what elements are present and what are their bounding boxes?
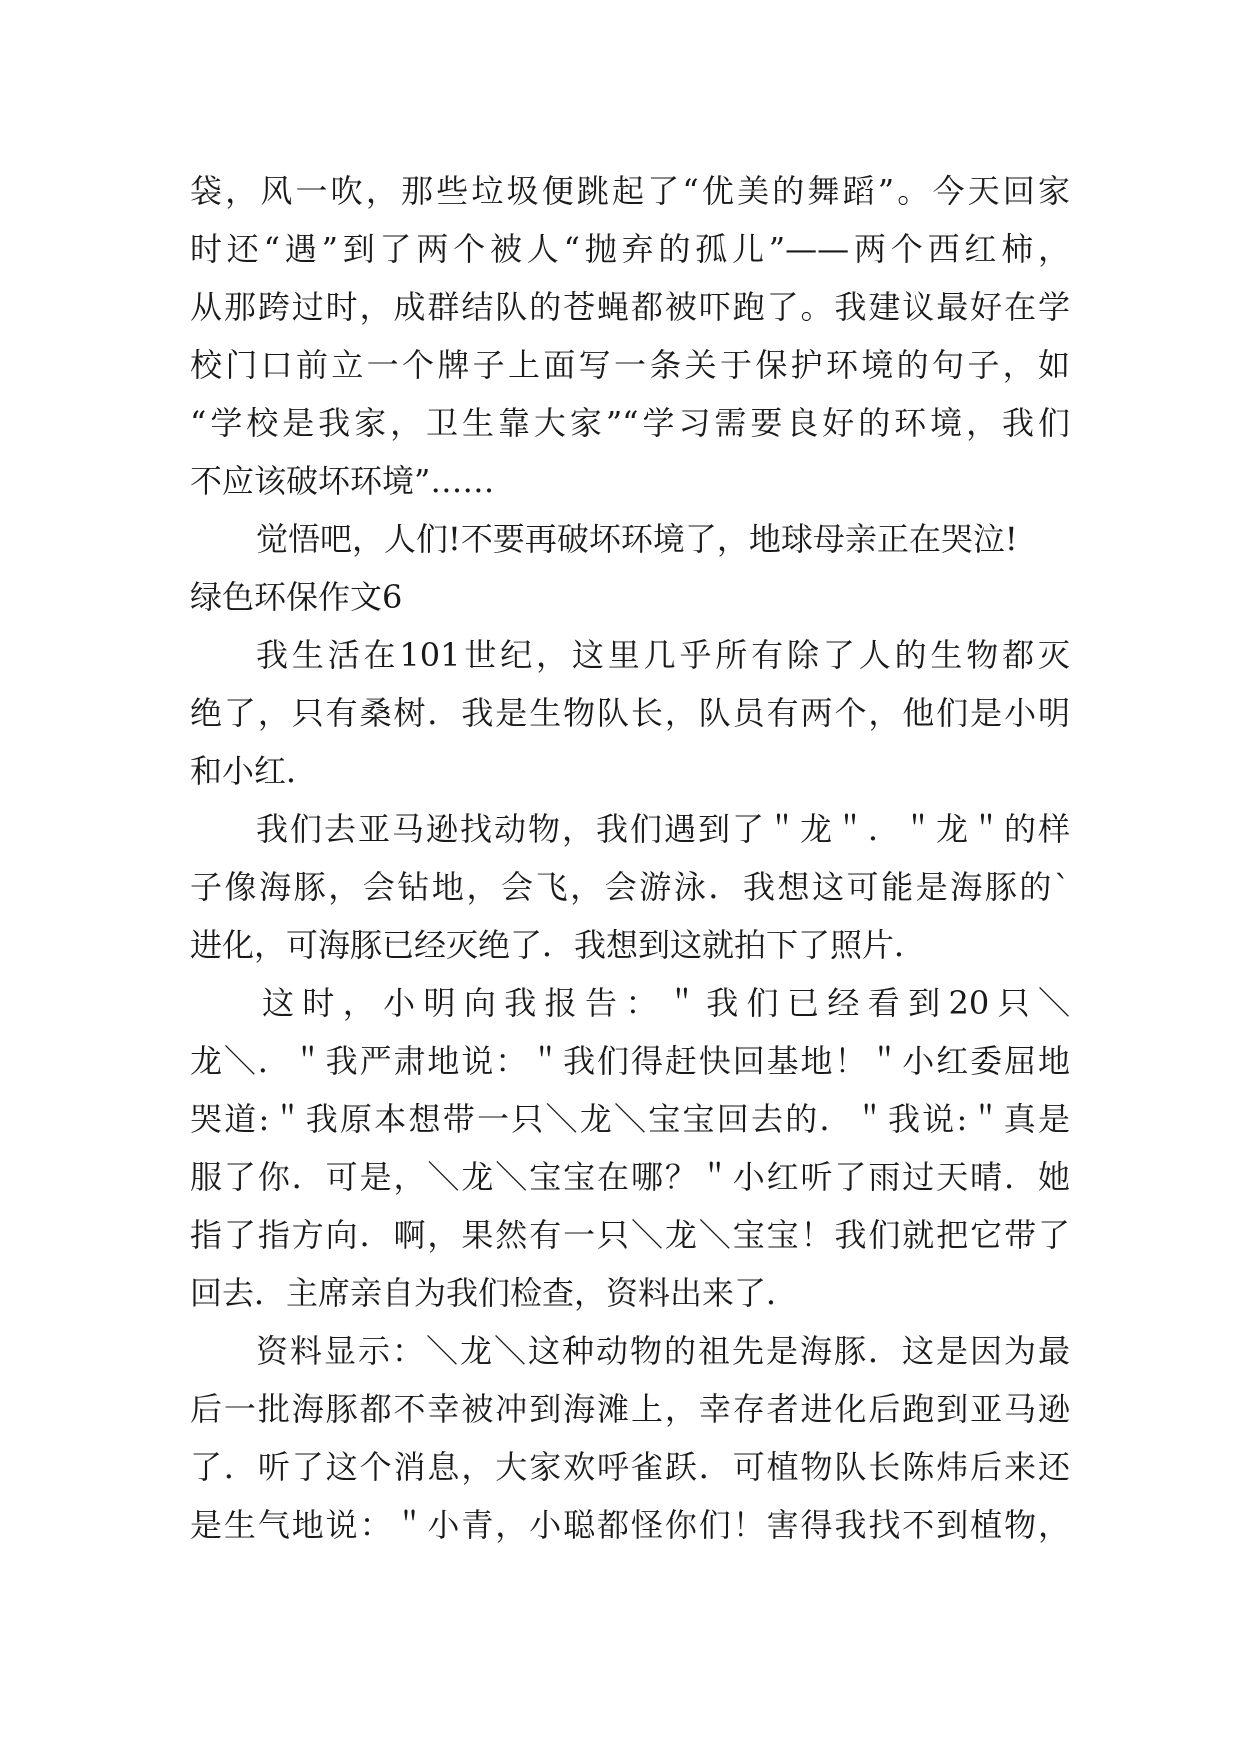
paragraph-start: 我们去亚马逊找动物，我们遇到了＂龙＂．＂龙＂的样 <box>256 810 1070 848</box>
paragraph-start: 我生活在101世纪，这里几乎所有除了人的生物都灭 <box>256 636 1070 674</box>
text-line: 进化，可海豚已经灭绝了．我想到这就拍下了照片． <box>190 926 927 964</box>
paragraph-start: 觉悟吧，人们!不要再破坏环境了，地球母亲正在哭泣! <box>256 520 1018 558</box>
text-line: 不应该破坏环境”…… <box>190 462 495 500</box>
text-line: 和小红． <box>190 752 319 790</box>
text-line: 回去．主席亲自为我们检查，资料出来了． <box>190 1274 799 1312</box>
text-line: 指了指方向．啊，果然有一只＼龙＼宝宝！我们就把它带了 <box>190 1216 1070 1254</box>
text-line: 时还“遇”到了两个被人“抛弃的孤儿”——两个西红柿， <box>190 230 1070 268</box>
paragraph-start: 资料显示：＼龙＼这种动物的祖先是海豚．这是因为最 <box>256 1332 1070 1370</box>
section-title: 绿色环保作文6 <box>190 578 403 616</box>
text-line: 子像海豚，会钻地，会飞，会游泳．我想这可能是海豚的` <box>190 868 1070 906</box>
text-line: “学校是我家，卫生靠大家”“学习需要良好的环境，我们 <box>190 404 1070 442</box>
text-line: 后一批海豚都不幸被冲到海滩上，幸存者进化后跑到亚马逊 <box>190 1390 1070 1428</box>
text-line: 服了你．可是，＼龙＼宝宝在哪？＂小红听了雨过天晴．她 <box>190 1158 1070 1196</box>
text-line: 了．听了这个消息，大家欢呼雀跃．可植物队长陈炜后来还 <box>190 1448 1070 1486</box>
text-line: 校门口前立一个牌子上面写一条关于保护环境的句子，如 <box>190 346 1070 384</box>
text-line: 是生气地说：＂小青，小聪都怪你们！害得我找不到植物， <box>190 1506 1070 1544</box>
essay-body <box>190 162 1070 1554</box>
text-line: 龙＼．＂我严肃地说：＂我们得赶快回基地！＂小红委屈地 <box>190 1042 1070 1080</box>
text-line: 绝了，只有桑树．我是生物队长，队员有两个，他们是小明 <box>190 694 1070 732</box>
text-line: 哭道:＂我原本想带一只＼龙＼宝宝回去的．＂我说:＂真是 <box>190 1100 1070 1138</box>
text-line: 从那跨过时，成群结队的苍蝇都被吓跑了。我建议最好在学 <box>190 288 1070 326</box>
paragraph-start: 这时，小明向我报告：＂我们已经看到20只＼ <box>262 984 1070 1022</box>
text-line: 袋，风一吹，那些垃圾便跳起了“优美的舞蹈”。今天回家 <box>190 172 1070 210</box>
